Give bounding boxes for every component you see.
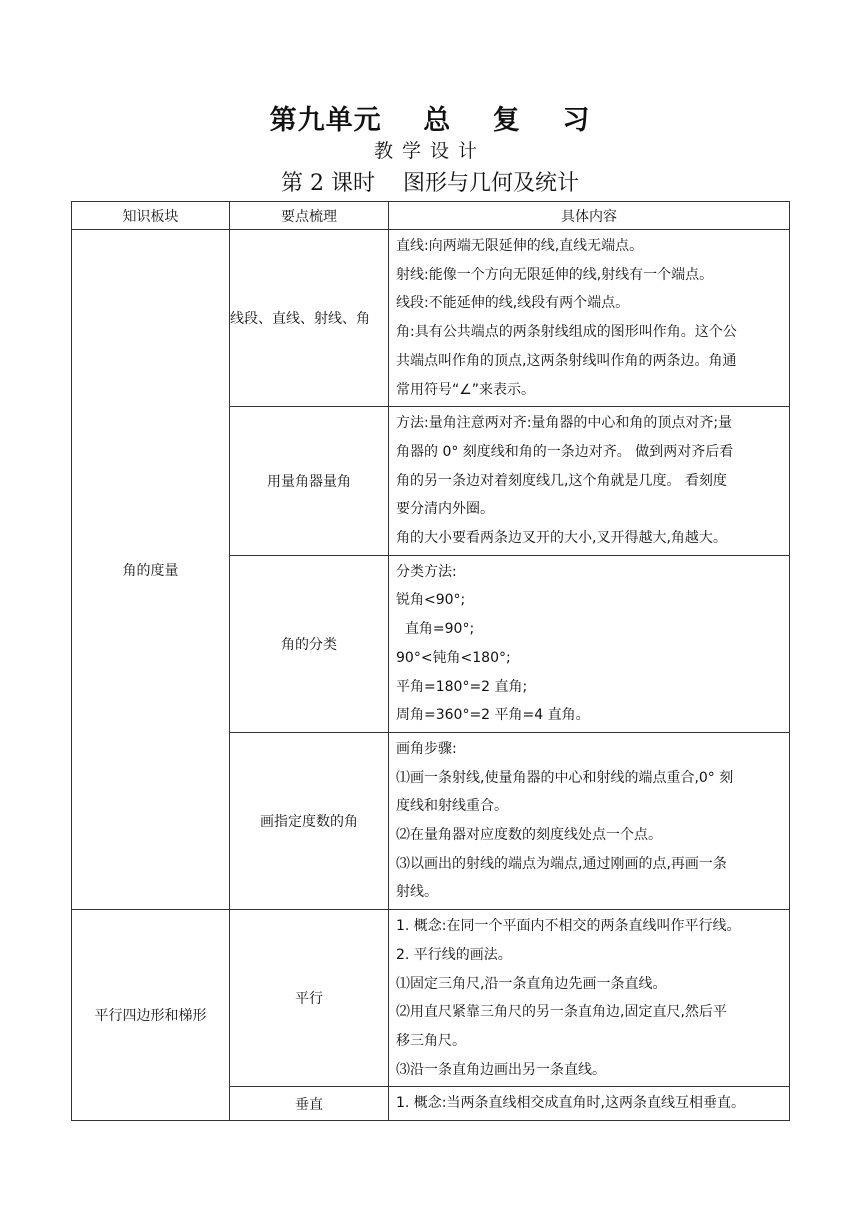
- category-cell: 角的度量: [72, 230, 230, 910]
- content-line: 画角步骤:: [396, 740, 457, 757]
- content-line: 90°<钝角<180°;: [396, 649, 511, 666]
- content-cell: [389, 1087, 790, 1121]
- content-line: 角:具有公共端点的两条射线组成的图形叫作角。这个公: [396, 324, 737, 341]
- content-line: 平角=180°=2 直角;: [396, 678, 528, 695]
- point-cell: 用量角器量角: [230, 407, 389, 556]
- content-line: 角的另一条边对着刻度线几,这个角就是几度。 看刻度: [396, 472, 727, 489]
- content-cell: [389, 407, 790, 556]
- point-cell: 线段、直线、射线、角: [230, 230, 389, 407]
- content-line: ⑶以画出的射线的端点为端点,通过刚画的点,再画一条: [396, 855, 727, 872]
- content-line: 角的大小要看两条边叉开的大小,叉开得越大,角越大。: [396, 530, 727, 547]
- review-table: [71, 201, 790, 1121]
- content-line: 周角=360°=2 平角=4 直角。: [396, 707, 590, 724]
- lesson-title: 第 2 课时 图形与几何及统计: [281, 171, 579, 196]
- content-line: 常用符号“∠”来表示。: [396, 381, 536, 398]
- content-line: ⑴固定三角尺,沿一条直角边先画一条直线。: [396, 975, 667, 992]
- content-line: 移三角尺。: [396, 1032, 466, 1049]
- point-cell: 角的分类: [230, 555, 389, 732]
- content-line: ⑶沿一条直角边画出另一条直线。: [396, 1061, 606, 1078]
- unit-title: 第九单元 总 复 习: [269, 105, 591, 136]
- content-line: 1. 概念:在同一个平面内不相交的两条直线叫作平行线。: [396, 918, 741, 935]
- table-row: [72, 910, 790, 1087]
- content-line: 锐角<90°;: [396, 592, 466, 609]
- content-line: 直角=90°;: [396, 621, 475, 638]
- content-line: 角器的 0° 刻度线和角的一条边对齐。 做到两对齐后看: [396, 443, 734, 460]
- content-line: 要分清内外圈。: [396, 501, 494, 518]
- content-line: 直线:向两端无限延伸的线,直线无端点。: [396, 238, 644, 254]
- content-line: 射线。: [396, 884, 438, 901]
- point-cell: 平行: [230, 910, 389, 1087]
- table-header-row: [72, 202, 790, 230]
- content-cell: [389, 732, 790, 909]
- content-cell: [389, 555, 790, 732]
- content-line: ⑵在量角器对应度数的刻度线处点一个点。: [396, 827, 662, 844]
- column-header: 要点梳理: [230, 202, 389, 230]
- table-row: [72, 230, 790, 407]
- point-cell: 画指定度数的角: [230, 732, 389, 909]
- content-cell: [389, 910, 790, 1087]
- content-line: 分类方法:: [396, 563, 457, 580]
- content-line: ⑴画一条射线,使量角器的中心和射线的端点重合,0° 刻: [396, 769, 734, 786]
- point-cell: 垂直: [230, 1087, 389, 1121]
- content-line: ⑵用直尺紧靠三角尺的另一条直角边,固定直尺,然后平: [396, 1004, 727, 1021]
- column-header: 知识板块: [72, 202, 230, 230]
- content-line: 线段:不能延伸的线,线段有两个端点。: [396, 295, 630, 312]
- category-cell: 平行四边形和梯形: [72, 910, 230, 1121]
- column-header: 具体内容: [389, 202, 790, 230]
- content-line: 1. 概念:当两条直线相交成直角时,这两条直线互相垂直。: [396, 1095, 745, 1112]
- content-line: 度线和射线重合。: [396, 798, 508, 815]
- content-line: 2. 平行线的画法。: [396, 946, 512, 963]
- content-line: 共端点叫作角的顶点,这两条射线叫作角的两条边。角通: [396, 352, 737, 369]
- content-line: 方法:量角注意两对齐:量角器的中心和角的顶点对齐;量: [396, 415, 733, 432]
- content-cell: [389, 230, 790, 407]
- content-line: 射线:能像一个方向无限延伸的线,射线有一个端点。: [396, 266, 714, 283]
- subtitle: 教学设计: [373, 140, 486, 162]
